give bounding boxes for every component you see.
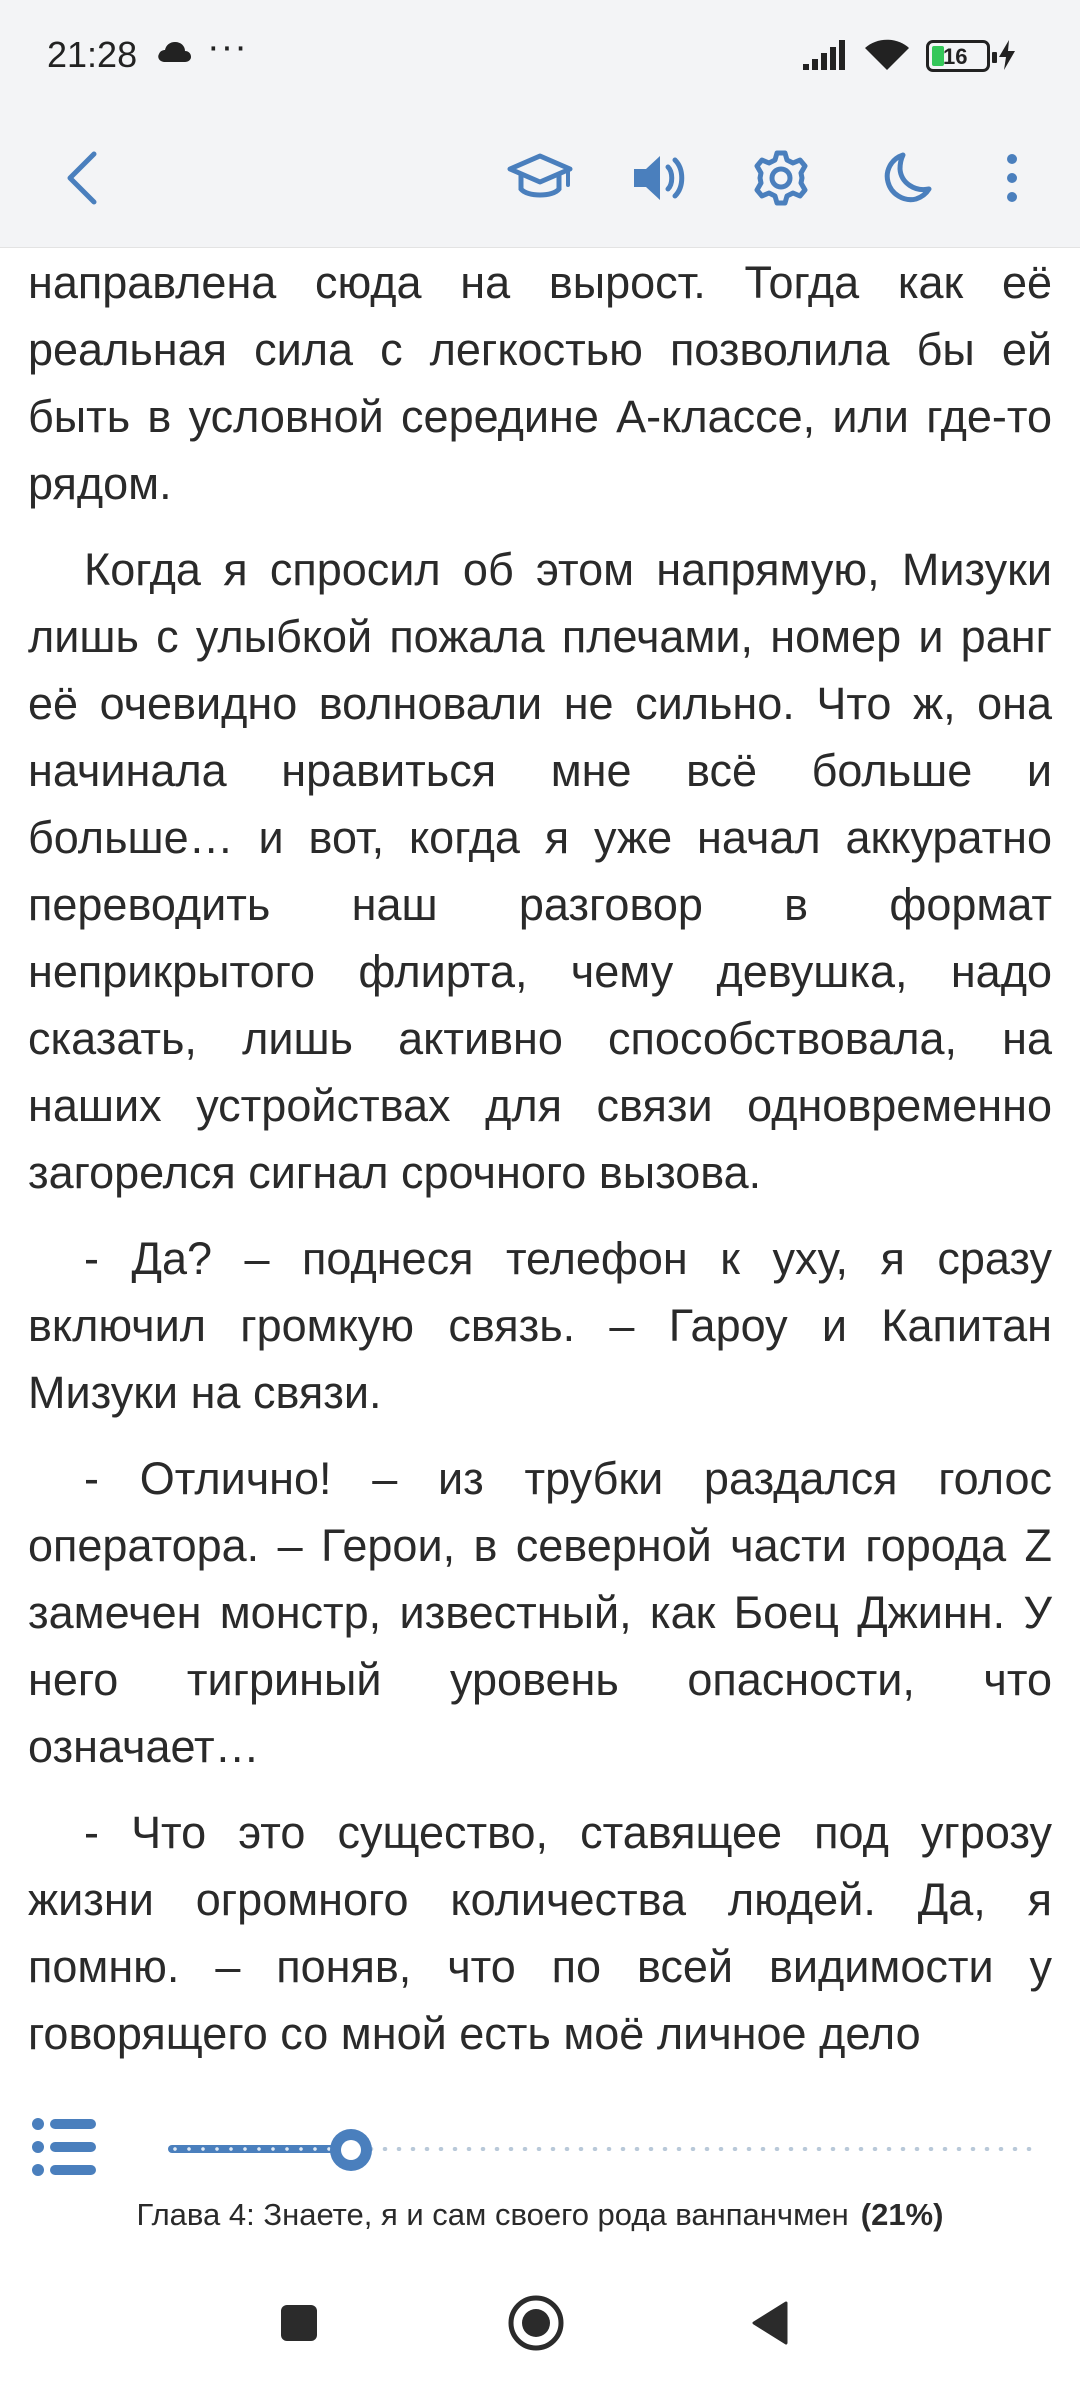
settings-button[interactable] [739,138,823,222]
progress-percent: (21%) [860,2197,944,2232]
reading-progress-panel [0,2087,1080,2257]
recents-square-icon [279,2303,319,2348]
paragraph: - Отлично! – из трубки раздался голос оператора. – Герои, в северной части города Z замечен монстр, известный, как Боец Джинн. У него тигриный уровень опасности, что означает… [28,1453,1052,1772]
back-button[interactable] [40,138,124,222]
more-vertical-icon [1005,153,1019,208]
paragraph: - Что это существо, ставящее под угрозу жизни огромного количества людей. Да, я помню. – поняв, что по всей видимости у говорящего со мной есть моё личное дело [28,1807,1052,2059]
wifi-icon [864,38,910,77]
chapter-info [0,2197,1080,2233]
recents-button[interactable] [259,2285,339,2365]
night-mode-button[interactable] [864,138,948,222]
speaker-icon [630,151,690,210]
paragraph: - Да? – поднеся телефон к уху, я сразу включил громкую связь. – Гароу и Капитан Мизуки на связи. [28,1233,1052,1418]
reading-progress-slider[interactable] [168,2129,1038,2169]
battery-level: 16 [943,44,968,69]
moon-icon [879,151,933,210]
system-navigation-bar [0,2257,1080,2400]
charging-icon [998,40,1016,75]
status-time: 21:28 [47,34,138,75]
slider-fill [168,2145,351,2153]
paragraph: Когда я спросил об этом напрямую, Мизуки лишь с улыбкой пожала плечами, номер и ранг её очевидно волновали не сильно. Что ж, она начинала нравиться мне всё больше и больше… и вот, когда я уже начал аккуратно переводить наш разговор в формат неприкрытого флирта, чему девушка, надо сказать, лишь активно способствовала, на наших устройствах для связи одновременно загорелся сигнал срочного вызова. [28,544,1052,1198]
back-arrow-icon [62,148,102,213]
gear-icon [752,149,810,212]
back-triangle-icon [750,2300,790,2351]
home-circle-icon [507,2294,565,2357]
read-aloud-button[interactable] [618,138,702,222]
paragraph: направлена сюда на вырост. Тогда как её реальная сила с легкостью позволила бы ей быть в условной середине А-классе, или где-то рядом. [28,257,1052,509]
list-icon [30,2170,102,2187]
home-button[interactable] [496,2285,576,2365]
signal-icon [803,40,851,75]
learning-mode-button[interactable] [498,138,582,222]
more-notifications-indicator: ··· [207,26,248,68]
reader-toolbar [0,112,1080,248]
back-nav-button[interactable] [730,2285,810,2365]
chapter-title: Глава 4: Знаете, я и сам своего рода ванпанчмен [136,2197,849,2232]
book-text [0,249,1080,2067]
slider-thumb[interactable] [330,2129,372,2171]
cloud-icon [156,40,192,69]
book-text-area[interactable] [0,249,1080,2087]
more-options-button[interactable] [970,138,1054,222]
graduation-cap-icon [507,151,573,210]
table-of-contents-button[interactable] [30,2111,102,2183]
status-bar [0,0,1080,112]
battery-icon [926,40,990,72]
